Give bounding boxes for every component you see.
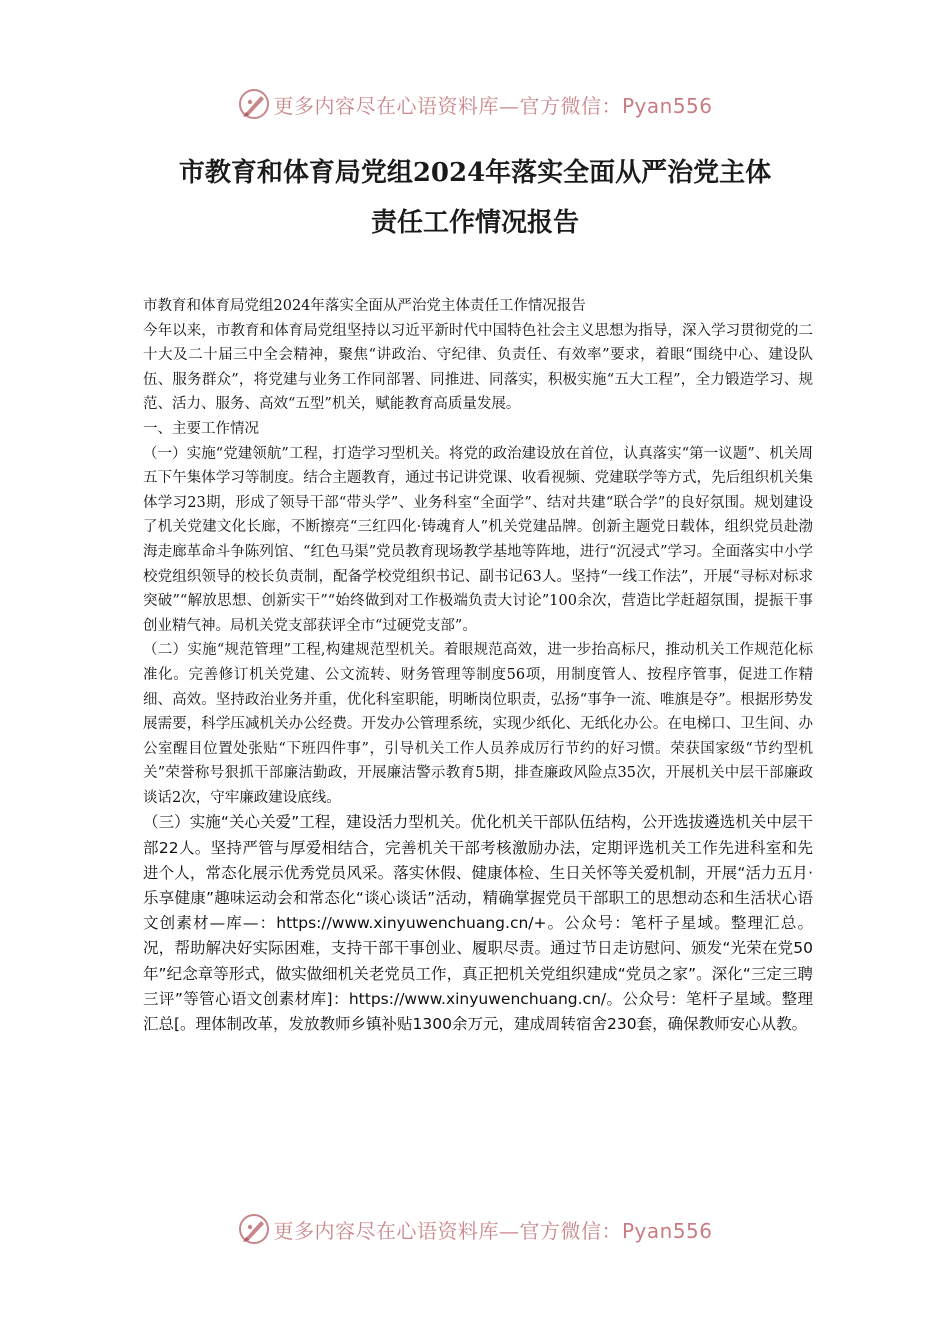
sans-section: [143, 810, 813, 1037]
subtitle-paragraph: 市教育和体育局党组2024年落实全面从严治党主体责任工作情况报告: [143, 298, 586, 314]
paragraph-item-1: （一）实施“党建领航”工程，打造学习型机关。将党的政治建设放在首位，认真落实“第一议题”、机关周五下午集体学习等制度。结合主题教育，通过书记讲党课、收看视频、党建联学等方式，先后组织机关集体学习23期，形成了领导干部“带头学”、业务科室“全面学”、结对共建“联合学”的良好氛围。规划建设了机关党建文化长廊，不断擦亮“三红四化·铸魂育人”机关党建品牌。创新主题党日载体，组织党员赴渤海走廊革命斗争陈列馆、“红色马渠”党员教育现场教学基地等阵地，进行“沉浸式”学习。全面落实中小学校党组织领导的校长负责制，配备学校党组织书记、副书记63人。坚持“一线工作法”，开展“寻标对标求突破”“解放思想、创新实干”“始终做到对工作极端负责大讨论”100余次，营造比学赶超氛围，提振干事创业精气神。局机关党支部获评全市“过硬党支部”。: [143, 445, 813, 634]
document-title: [100, 148, 850, 248]
watermark-text: 更多内容尽在心语资料库—官方微信：Pyan556: [273, 1218, 713, 1243]
paragraph-item-2: （二）实施“规范管理”工程,构建规范型机关。着眼规范高效，进一步抬高标尺，推动机关工作规范化标准化。完善修订机关党建、公文流转、财务管理等制度56项，用制度管人、按程序管事，促进工作精细、高效。坚持政治业务并重，优化科室职能，明晰岗位职责，弘扬“事争一流、唯旗是夺”。根据形势发展需要，科学压减机关办公经费。开发办公管理系统，实现少纸化、无纸化办公。在电梯口、卫生间、办公室醒目位置处张贴“下班四件事”，引导机关工作人员养成厉行节约的好习惯。荣获国家级“节约型机关”荣誉称号狠抓干部廉洁勤政，开展廉洁警示教育5期，排查廉政风险点35次，开展机关中层干部廉政谈话2次，守牢廉政建设底线。: [143, 642, 813, 806]
paragraph-item-3: （三）实施“关心关爱”工程，建设活力型机关。优化机关干部队伍结构，公开选拔遴选机关中层干部22人。坚持严管与厚爱相结合，完善机关干部考核激励办法，定期评选机关工作先进科室和先进个人，常态化展示优秀党员风采。落实休假、健康体检、生日关怀等关爱机制，开展“活力五月·乐享健康”趣味运动会和常态化“谈心谈话”活动，精确掌握党员干部职工的思想动态和生活状心语文创素材—库—：https://www.xinyuwenchuang.cn/+。公众号：笔杆子星域。整理汇总。况，帮助解决好实际困难，支持干部干事创业、履职尽责。通过节日走访慰问、颁发“光荣在党50年”纪念章等形式，做实做细机关老党员工作，真正把机关党组织建成“党员之家”。深化“三定三聘三评”等管心语文创素材库]：https://www.xinyuwenchuang.cn/。公众号：笔杆子星域。整理汇总[。理体制改革，发放教师乡镇补贴1300余万元，建成周转宿舍230套，确保教师安心从教。: [143, 813, 813, 1034]
watermark-banner-top: [0, 84, 950, 124]
section-heading: 一、主要工作情况: [143, 420, 259, 437]
serif-section: [143, 294, 813, 810]
watermark-handle: Pyan556: [621, 93, 713, 118]
title-line-1: 市教育和体育局党组2024年落实全面从严治党主体: [178, 158, 772, 188]
watermark-banner-bottom: [0, 1209, 950, 1249]
watermark-text: 更多内容尽在心语资料库—官方微信：Pyan556: [273, 93, 713, 118]
pen-logo-icon: [237, 87, 271, 121]
watermark-handle: Pyan556: [621, 1218, 713, 1243]
pen-logo-icon: [237, 1212, 271, 1246]
title-line-2: 责任工作情况报告: [370, 208, 579, 238]
intro-paragraph: 今年以来，市教育和体育局党组坚持以习近平新时代中国特色社会主义思想为指导，深入学习贯彻党的二十大及二十届三中全会精神，聚焦“讲政治、守纪律、负责任、有效率”要求，着眼“围绕中心、建设队伍、服务群众”，将党建与业务工作同部署、同推进、同落实，积极实施“五大工程”，全力锻造学习、规范、活力、服务、高效“五型”机关，赋能教育高质量发展。: [143, 322, 813, 413]
document-body: [143, 294, 813, 1037]
